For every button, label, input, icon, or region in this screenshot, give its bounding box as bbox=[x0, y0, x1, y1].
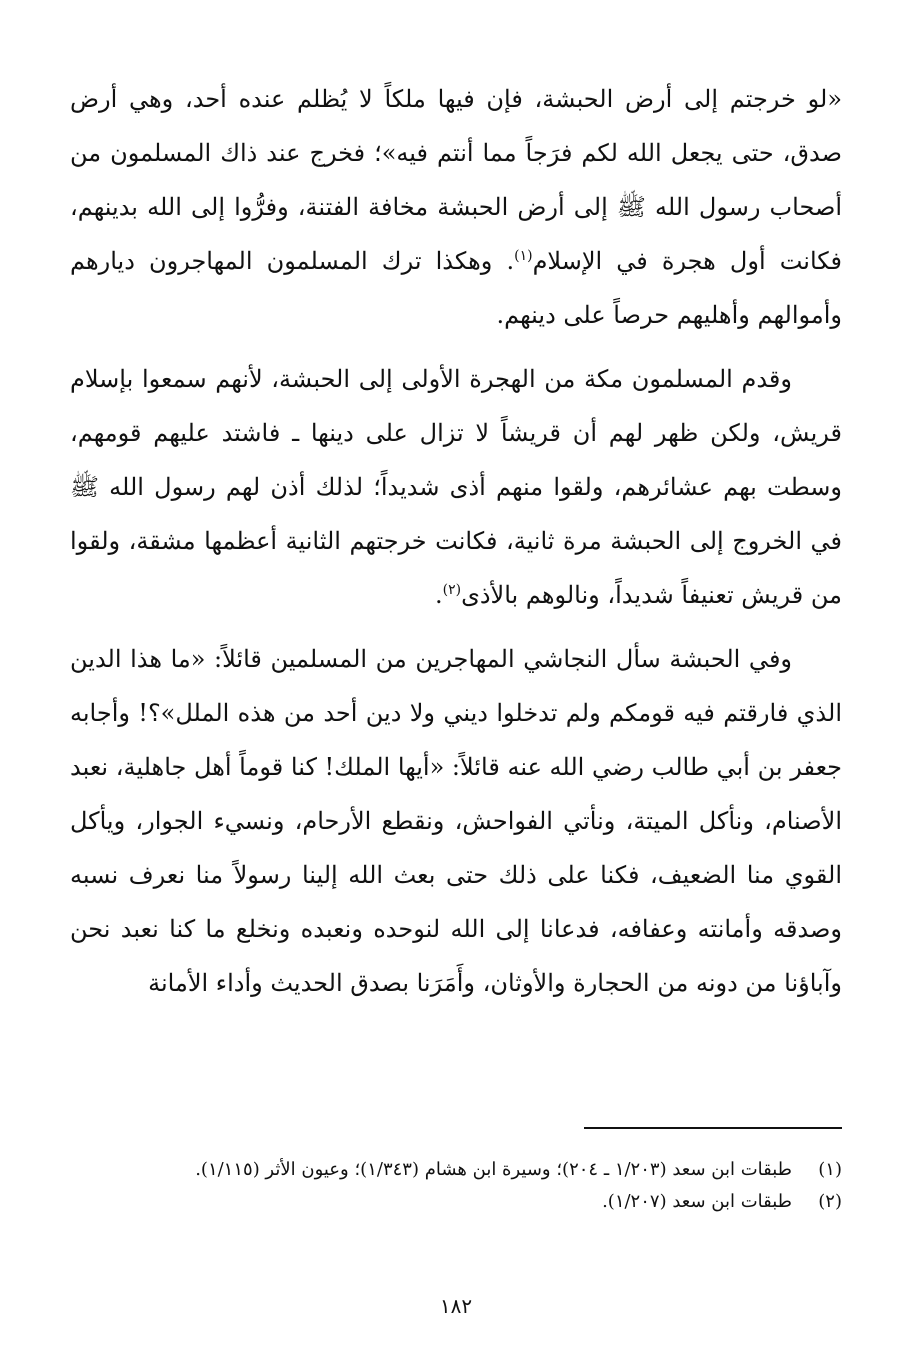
paragraph-2-text: وقدم المسلمون مكة من الهجرة الأولى إلى الحبشة، لأنهم سمعوا بإسلام قريش، ولكن ظهر لهم أن قريشاً لا تزال على دينها ـ فاشتد عليهم قومهم، وسطت بهم عشائرهم، ولقوا منهم أذى شديداً؛ لذلك أذن لهم رسول الله ﷺ في الخروج إلى الحبشة مرة ثانية، فكانت خرجتهم الثانية أعظمها مشقة، ولقوا من قريش تعنيفاً شديداً، ونالوهم بالأذى bbox=[70, 365, 842, 609]
footnote-2-text: طبقات ابن سعد (١/٢٠٧). bbox=[602, 1191, 792, 1212]
footnotes bbox=[70, 1154, 842, 1218]
footnote-1 bbox=[70, 1154, 842, 1186]
footnote-1-text: طبقات ابن سعد (١/٢٠٣ ـ ٢٠٤)؛ وسيرة ابن هشام (١/٣٤٣)؛ وعيون الأثر (١/١١٥). bbox=[195, 1159, 792, 1180]
footnote-1-number: (١) bbox=[818, 1159, 842, 1180]
footnote-divider bbox=[584, 1127, 842, 1129]
paragraph-3 bbox=[70, 632, 842, 1010]
body-text bbox=[70, 72, 842, 1010]
footnote-ref-1: (١) bbox=[514, 248, 533, 264]
page-number: ١٨٢ bbox=[439, 1294, 473, 1318]
book-page bbox=[70, 72, 842, 1365]
paragraph-1-text: «لو خرجتم إلى أرض الحبشة، فإن فيها ملكاً لا يُظلم عنده أحد، وهي أرض صدق، حتى يجعل الله لكم فرَجاً مما أنتم فيه»؛ فخرج عند ذاك المسلمون من أصحاب رسول الله ﷺ إلى أرض الحبشة مخافة الفتنة، وفرُّوا إلى الله بدينهم، فكانت أول هجرة في الإسلام bbox=[70, 85, 842, 275]
paragraph-3-text: وفي الحبشة سأل النجاشي المهاجرين من المسلمين قائلاً: «ما هذا الدين الذي فارقتم فيه قومكم ولم تدخلوا ديني ولا دين أحد من هذه الملل»؟! وأجابه جعفر بن أبي طالب رضي الله عنه قائلاً: «أيها الملك! كنا قوماً أهل جاهلية، نعبد الأصنام، ونأكل الميتة، ونأتي الفواحش، ونقطع الأرحام، ونسيء الجوار، ويأكل القوي منا الضعيف، فكنا على ذلك حتى بعث الله إلينا رسولاً منا نعرف نسبه وصدقه وأمانته وعفافه، فدعانا إلى الله لنوحده ونعبده ونخلع ما كنا نعبد نحن وآباؤنا من دونه من الحجارة والأوثان، وأَمَرَنا بصدق الحديث وأداء الأمانة bbox=[70, 645, 842, 997]
footnote-ref-2: (٢) bbox=[442, 582, 462, 598]
footnote-2 bbox=[70, 1186, 842, 1218]
paragraph-2-text-end: . bbox=[434, 581, 443, 609]
paragraph-1 bbox=[70, 72, 842, 342]
paragraph-2 bbox=[70, 352, 842, 622]
footnote-2-number: (٢) bbox=[818, 1191, 842, 1212]
paragraph-1-text-end: . وهكذا ترك المسلمون المهاجرون ديارهم وأموالهم وأهليهم حرصاً على دينهم. bbox=[70, 247, 842, 329]
